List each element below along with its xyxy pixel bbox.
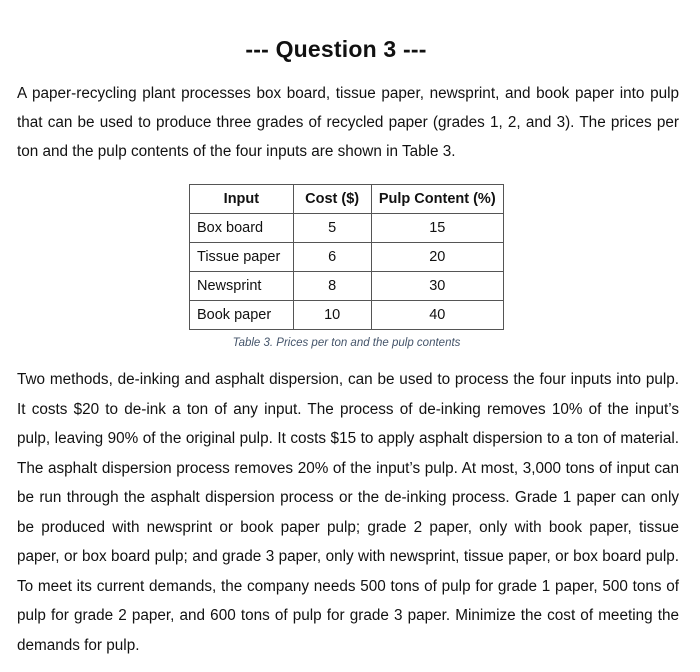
table-row: [190, 272, 504, 301]
cell-cost: 5: [293, 214, 371, 243]
cell-cost: 6: [293, 243, 371, 272]
table-header-row: [190, 185, 504, 214]
table-row: [190, 214, 504, 243]
cell-input: Book paper: [190, 301, 294, 330]
cell-cost: 8: [293, 272, 371, 301]
cell-pulp: 40: [371, 301, 503, 330]
table-row: [190, 243, 504, 272]
body-paragraph: Two methods, de-inking and asphalt dispersion, can be used to process the four inputs into pulp. It costs $20 to de-ink a ton of any input. The process of de-inking removes 10% of the input’s pulp, leaving 90% of the original pulp. It costs $15 to apply asphalt dispersion to a ton of material. The asphalt dispersion process removes 20% of the input’s pulp. At most, 3,000 tons of input can be run through the asphalt dispersion process or the de-inking process. Grade 1 paper can only be produced with newsprint or book paper pulp; grade 2 paper, only with book paper, tissue paper, or box board pulp; and grade 3 paper, only with newsprint, tissue paper, or box board pulp. To meet its current demands, the company needs 500 tons of pulp for grade 1 paper, 500 tons of pulp for grade 2 paper, and 600 tons of pulp for grade 3 paper. Minimize the cost of meeting the demands for pulp.: [17, 371, 679, 654]
table-caption: Table 3. Prices per ton and the pulp contents: [232, 337, 461, 349]
header-input: Input: [190, 185, 294, 214]
cell-pulp: 30: [371, 272, 503, 301]
cell-pulp: 20: [371, 243, 503, 272]
cell-input: Tissue paper: [190, 243, 294, 272]
header-cost: Cost ($): [293, 185, 371, 214]
header-pulp-content: Pulp Content (%): [371, 185, 503, 214]
cell-cost: 10: [293, 301, 371, 330]
cell-input: Box board: [190, 214, 294, 243]
prices-table: [189, 184, 504, 330]
table-row: [190, 301, 504, 330]
cell-input: Newsprint: [190, 272, 294, 301]
intro-paragraph: A paper-recycling plant processes box board, tissue paper, newsprint, and book paper into pulp that can be used to produce three grades of recycled paper (grades 1, 2, and 3). The prices per ton and the pulp contents of the four inputs are shown in Table 3.: [17, 85, 679, 161]
cell-pulp: 15: [371, 214, 503, 243]
question-title: --- Question 3 ---: [245, 36, 427, 62]
